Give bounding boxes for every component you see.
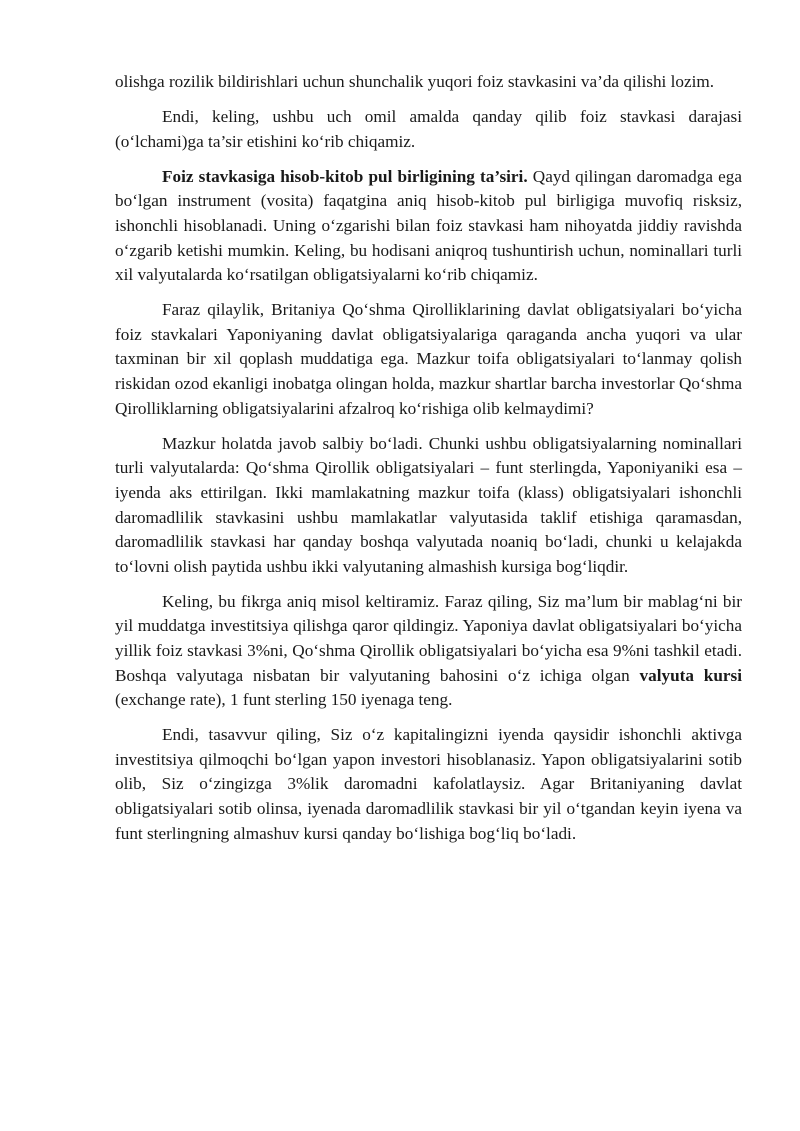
document-page xyxy=(115,70,742,846)
paragraph xyxy=(115,590,742,713)
paragraph xyxy=(115,298,742,421)
paragraph xyxy=(115,165,742,288)
section-heading-inline: Foiz stavkasiga hisob-kitob pul birligining ta’siri. xyxy=(162,166,528,186)
paragraph xyxy=(115,70,742,95)
paragraph-text: olishga rozilik bildirishlari uchun shunchalik yuqori foiz stavkasini va’da qilishi lozim. xyxy=(115,72,715,91)
paragraph-text: Keling, bu fikrga aniq misol keltiramiz. Faraz qiling, Siz ma’lum bir mablag‘ni bir yil muddatga investitsiya qilishga qaror qildingiz. Yaponiya davlat obligatsiyalari bo‘yicha yillik foiz stavkasi 3%ni, Qo‘shma Qirollik obligatsiyalari bo‘yicha esa 9%ni tashkil etadi. Boshqa valyutaga nisbatan bir valyutaning bahosini o‘z ichiga olgan xyxy=(115,591,742,685)
paragraph xyxy=(115,723,742,846)
paragraph xyxy=(115,432,742,580)
paragraph-text: Endi, tasavvur qiling, Siz o‘z kapitalingizni iyenda qaysidir ishonchli aktivga investitsiya qilmoqchi bo‘lgan yapon investori hisoblanasiz. Yapon obligatsiyalarini sotib olib, Siz o‘zingizga 3%lik daromadni kafolatlaysiz. Agar Britaniyaning davlat obligatsiyalari sotib olinsa, iyenada daromadlilik stavkasi bir yil o‘tgandan keyin iyena va funt sterlingning almashuv kursi qanday bo‘lishiga bog‘liq bo‘ladi. xyxy=(115,725,742,843)
paragraph-text: (exchange rate), 1 funt sterling 150 iyenaga teng. xyxy=(115,690,453,710)
paragraph-text: Mazkur holatda javob salbiy bo‘ladi. Chunki ushbu obligatsiyalarning nominallari turli valyutalarda: Qo‘shma Qirollik obligatsiyalari – funt sterlingda, Yaponiyaniki esa – iyenda aks ettirilgan. Ikki mamlakatning mazkur toifa (klass) obligatsiyalari ishonchli daromadlilik stavkasini ushbu mamlakatlar valyutasida taklif etishiga qaramasdan, daromadlilik stavkasi har qanday boshqa valyutada noaniq bo‘ladi, chunki u kelajakda to‘lovni olish paytida ushbu ikki valyutaning almashish kursiga bog‘liqdir. xyxy=(115,433,742,576)
term-bold: valyuta kursi xyxy=(639,665,742,685)
paragraph-text: Endi, keling, ushbu uch omil amalda qanday qilib foiz stavkasi darajasi (o‘lchami)ga ta’sir etishini ko‘rib chiqamiz. xyxy=(115,107,742,151)
paragraph xyxy=(115,105,742,154)
paragraph-text: Qayd qilingan daromadga ega bo‘lgan instrument (vosita) faqatgina aniq hisob-kitob pul birligiga muvofiq risksiz, ishonchli hisoblanadi. Uning o‘zgarishi bilan foiz stavkasi ham nihoyatda jiddiy ravishda o‘zgarib ketishi mumkin. Keling, bu hodisani aniqroq tushuntirish uchun, nominallari turli xil valyutalarda ko‘rsatilgan obligatsiyalarni ko‘rib chiqamiz. xyxy=(115,166,743,285)
paragraph-text: Faraz qilaylik, Britaniya Qo‘shma Qirolliklarining davlat obligatsiyalari bo‘yicha foiz stavkalari Yaponiyaning davlat obligatsiyalariga qaraganda ancha yuqori va ular taxminan bir xil qoplash muddatiga ega. Mazkur toifa obligatsiyalari to‘lanmay qolish riskidan ozod ekanligi inobatga olingan holda, mazkur shartlar barcha investorlar Qo‘shma Qirolliklarning obligatsiyalarini afzalroq ko‘rishiga olib kelmaydimi? xyxy=(115,300,742,418)
